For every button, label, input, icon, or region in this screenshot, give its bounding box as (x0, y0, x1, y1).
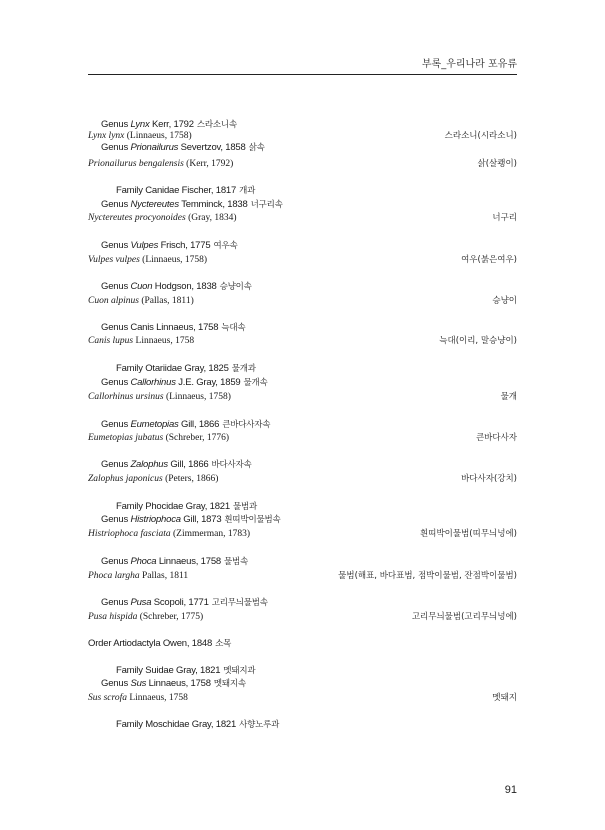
species-common-name: 삵(살쾡이) (477, 159, 517, 169)
species-row (88, 157, 517, 171)
species-common-name: 바다사자(강치) (461, 474, 517, 484)
genus-row (101, 321, 517, 335)
genus-name: Callorhinus (130, 377, 176, 388)
species-row (88, 610, 517, 624)
species-common-name: 늑대(이리, 말승냥이) (439, 336, 517, 346)
species-name: Histriophoca fasciata (88, 529, 171, 539)
genus-label: Genus (101, 142, 131, 153)
genus-name: Pusa (130, 597, 152, 608)
genus-korean-name: 스라소니속 (196, 120, 237, 130)
species-row (88, 472, 517, 486)
genus-label: Genus (101, 597, 131, 608)
family-row (116, 664, 517, 678)
page-number: 91 (504, 784, 517, 796)
species-row (88, 569, 517, 583)
species-name: Prionailurus bengalensis (88, 159, 184, 169)
family-korean-name: 물범과 (232, 502, 258, 512)
species-name: Lynx lynx (88, 131, 125, 141)
genus-name: Phoca (130, 556, 157, 567)
genus-korean-name: 너구리속 (250, 200, 283, 210)
species-authority: Linnaeus, 1758 (133, 336, 195, 346)
species-authority: Linnaeus, 1758 (126, 693, 188, 703)
genus-row (101, 239, 517, 253)
genus-row (101, 418, 517, 432)
species-authority: (Peters, 1866) (162, 474, 219, 484)
species-authority: (Linnaeus, 1758) (139, 255, 208, 265)
species-name: Sus scrofa (88, 693, 127, 703)
genus-label: Genus (101, 240, 131, 251)
genus-authority: Gill, 1866 (178, 419, 220, 430)
genus-row (101, 280, 517, 294)
genus-label: Genus (101, 556, 131, 567)
species-name: Pusa hispida (88, 612, 138, 622)
genus-korean-name: 흰띠박이물범속 (224, 515, 281, 525)
species-name: Callorhinus ursinus (88, 392, 164, 402)
species-authority: (Zimmerman, 1783) (170, 529, 251, 539)
genus-label: Genus (101, 199, 131, 210)
family-label: Family Phocidae Gray, 1821 (116, 501, 230, 512)
genus-korean-name: 삵속 (248, 143, 265, 153)
genus-label: Genus (101, 514, 131, 525)
species-common-name: 승냥이 (492, 296, 517, 306)
genus-authority: J.E. Gray, 1859 (175, 377, 241, 388)
species-common-name: 물개 (500, 392, 517, 402)
species-name: Phoca largha (88, 571, 140, 581)
genus-row (101, 198, 517, 212)
species-authority: (Linnaeus, 1758) (124, 131, 192, 141)
genus-name: Eumetopias (130, 419, 179, 430)
family-row (116, 500, 517, 514)
genus-name: Lynx (130, 119, 150, 130)
species-row (88, 390, 517, 404)
genus-label: Genus (101, 281, 131, 292)
species-common-name: 멧돼지 (492, 693, 517, 703)
order-label: Order Artiodactyla Owen, 1848 (88, 638, 213, 649)
genus-authority: Severtzov, 1858 (178, 142, 246, 153)
genus-korean-name: 바다사자속 (211, 460, 252, 470)
species-authority: (Schreber, 1776) (163, 433, 230, 443)
species-name: Nyctereutes procyonoides (88, 213, 186, 223)
species-name: Cuon alpinus (88, 296, 139, 306)
species-common-name: 여우(붉은여우) (461, 255, 517, 265)
genus-label: Genus (101, 459, 131, 470)
species-authority: (Gray, 1834) (185, 213, 237, 223)
order-row (88, 637, 517, 651)
genus-korean-name: 큰바다사자속 (222, 420, 271, 430)
genus-korean-name: 늑대속 (221, 323, 246, 333)
family-label: Family Canidae Fischer, 1817 (116, 185, 237, 196)
genus-authority: Linnaeus, 1758 (156, 556, 221, 567)
genus-authority: Temminck, 1838 (178, 199, 248, 210)
species-row (88, 253, 517, 267)
genus-authority: Gill, 1873 (180, 514, 222, 525)
genus-label: Genus (101, 678, 131, 689)
species-row (88, 691, 517, 705)
family-korean-name: 개과 (239, 186, 256, 196)
genus-korean-name: 물범속 (224, 557, 249, 567)
species-common-name: 너구리 (492, 213, 517, 223)
species-row (88, 211, 517, 225)
species-authority: (Schreber, 1775) (137, 612, 204, 622)
species-authority: (Pallas, 1811) (138, 296, 194, 306)
genus-row (101, 513, 517, 527)
genus-authority: Linnaeus, 1758 (146, 678, 211, 689)
genus-authority: Scopoli, 1771 (151, 597, 209, 608)
header-title: 부록_우리나라 포유류 (421, 59, 517, 70)
genus-korean-name: 여우속 (213, 241, 238, 251)
genus-name: Nyctereutes (130, 199, 179, 210)
species-row (88, 334, 517, 348)
running-header (88, 58, 517, 75)
species-common-name: 흰띠박이물범(띠무늬넝에) (420, 529, 517, 539)
genus-korean-name: 고리무늬물범속 (211, 598, 268, 608)
species-common-name: 스라소니(시라소니) (444, 131, 517, 141)
species-authority: Pallas, 1811 (139, 571, 189, 581)
family-korean-name: 물개과 (231, 364, 256, 374)
genus-authority: Hodgson, 1838 (152, 281, 217, 292)
family-row (116, 184, 517, 198)
species-common-name: 물범(해표, 바다표범, 점박이물범, 잔점박이물범) (338, 571, 517, 581)
species-name: Eumetopias jubatus (88, 433, 164, 443)
genus-korean-name: 승냥이속 (219, 282, 252, 292)
genus-name: Sus (130, 678, 147, 689)
genus-authority: Gill, 1866 (167, 459, 209, 470)
genus-name: Histriophoca (130, 514, 181, 525)
genus-korean-name: 물개속 (243, 378, 268, 388)
species-row (88, 527, 517, 541)
genus-authority: Frisch, 1775 (158, 240, 211, 251)
genus-name: Zalophus (130, 459, 168, 470)
family-label: Family Suidae Gray, 1821 (116, 665, 221, 676)
genus-row (101, 141, 517, 155)
genus-label: Genus (101, 119, 131, 130)
genus-authority: Kerr, 1792 (149, 119, 194, 130)
family-korean-name: 사향노루과 (239, 720, 280, 730)
genus-row (101, 677, 517, 691)
species-authority: (Linnaeus, 1758) (163, 392, 231, 402)
genus-row (101, 555, 517, 569)
genus-korean-name: 멧돼지속 (213, 679, 246, 689)
genus-name: Vulpes (130, 240, 159, 251)
species-row (88, 431, 517, 445)
genus-name: Prionailurus (130, 142, 179, 153)
genus-label: Genus Canis Linnaeus, 1758 (101, 322, 219, 333)
genus-label: Genus (101, 419, 131, 430)
species-name: Zalophus japonicus (88, 474, 163, 484)
species-authority: (Kerr, 1792) (183, 159, 234, 169)
species-name: Vulpes vulpes (88, 255, 140, 265)
genus-name: Cuon (130, 281, 153, 292)
family-row (116, 718, 517, 732)
genus-row (101, 376, 517, 390)
family-label: Family Otariidae Gray, 1825 (116, 363, 229, 374)
species-row (88, 294, 517, 308)
genus-label: Genus (101, 377, 131, 388)
species-common-name: 고리무늬물범(고리무늬넝에) (411, 612, 517, 622)
order-korean-name: 소목 (215, 639, 232, 649)
genus-row (101, 458, 517, 472)
family-label: Family Moschidae Gray, 1821 (116, 719, 237, 730)
species-name: Canis lupus (88, 336, 134, 346)
species-common-name: 큰바다사자 (475, 433, 517, 443)
family-row (116, 362, 517, 376)
genus-row (101, 596, 517, 610)
family-korean-name: 멧돼지과 (223, 666, 256, 676)
